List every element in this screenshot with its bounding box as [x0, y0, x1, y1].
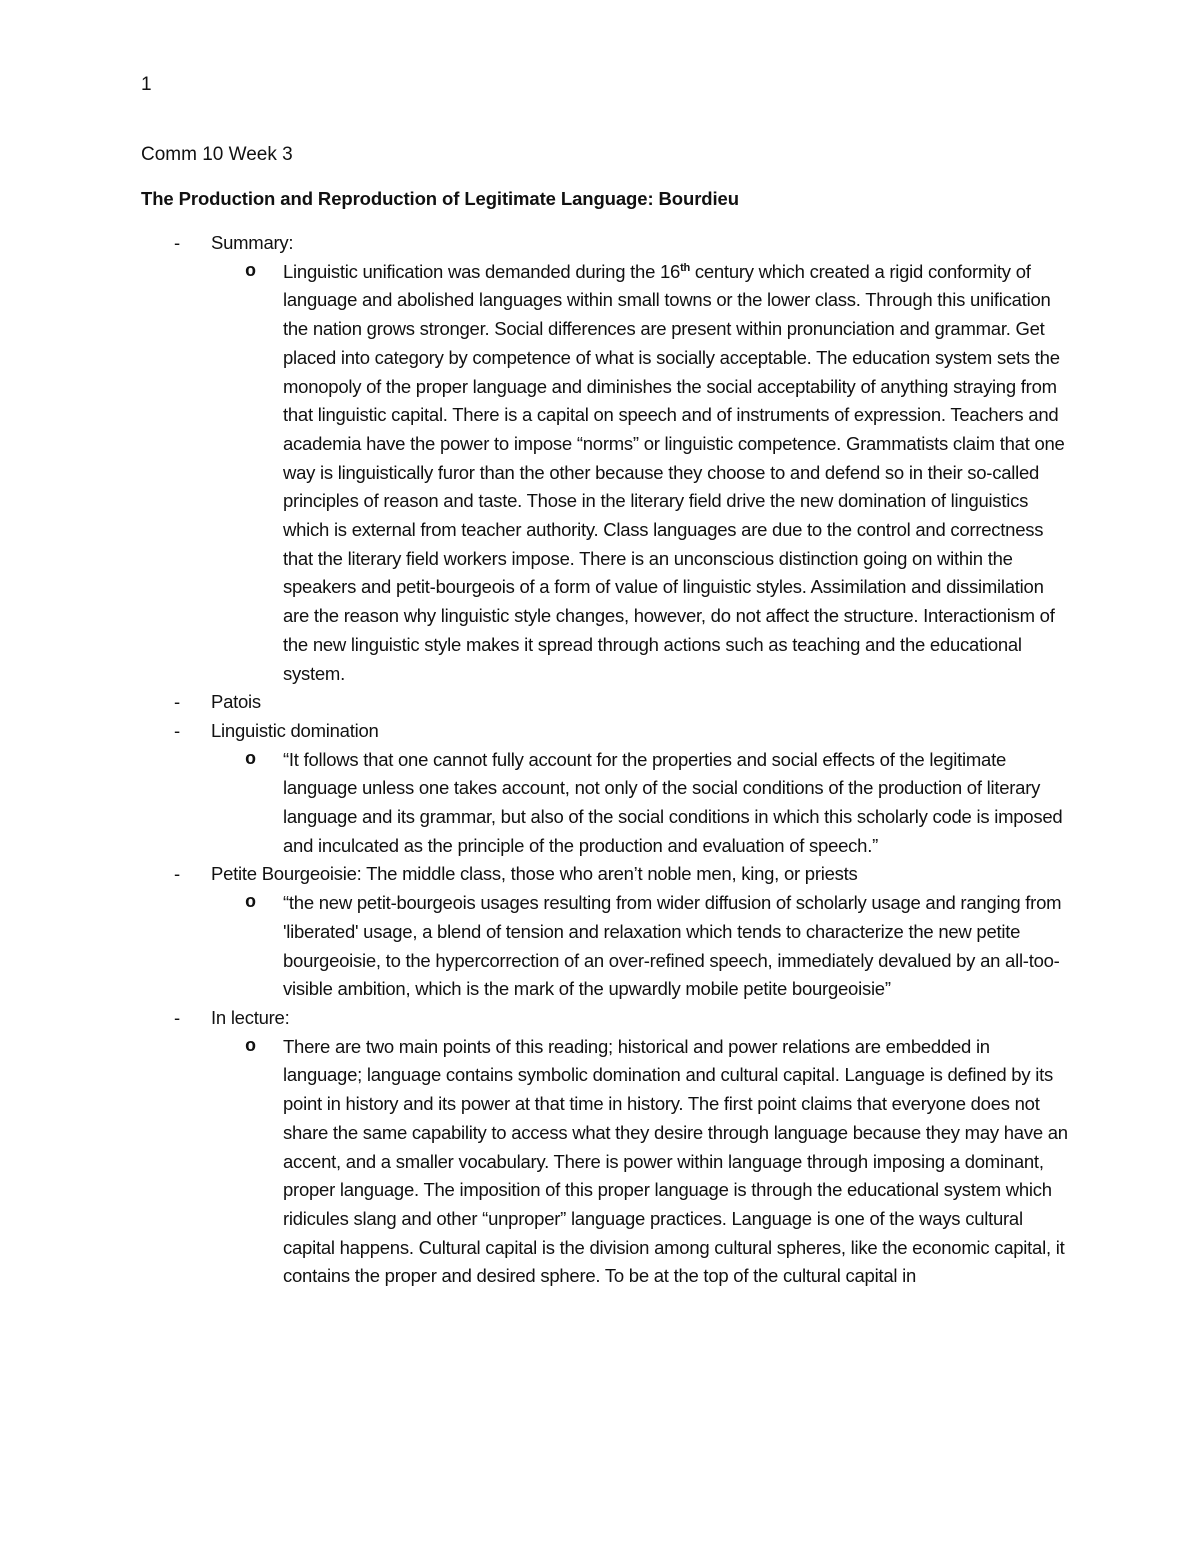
sub-item-lecture-notes [0, 1033, 1200, 1291]
list-item-label: Petite Bourgeoisie: The middle class, those who aren’t noble men, king, or priests [211, 863, 858, 885]
page-number: 1 [141, 74, 152, 95]
sub-item-text: “It follows that one cannot fully account for the properties and social effects of the legitimate language unless one takes account, not only of the social conditions of the production of literary language and its grammar, but also of the social conditions in which this scholarly code is imposed and inculcated as the principle of the production and evaluation of speech.” [283, 748, 1063, 856]
notes-list [0, 229, 1200, 1291]
list-item-label: Linguistic domination [211, 719, 379, 741]
dash-bullet: - [174, 691, 181, 713]
sub-item-summary-text [0, 258, 1200, 689]
dash-bullet: - [174, 1006, 181, 1028]
reading-title: The Production and Reproduction of Legitimate Language: Bourdieu [141, 188, 739, 209]
list-item-petite-bourgeoisie [0, 860, 1200, 889]
list-item-label: Summary: [211, 232, 294, 253]
sub-item-domination-quote [0, 746, 1200, 861]
sub-item-text: There are two main points of this reading; historical and power relations are embedded in language; language contains symbolic domination and cultural capital. Language is defined by its point in history and its power at that time in history. The first point claims that everyone does not share the same capability to access what they desire through language because they may have an accent, and a smaller vocabulary. There is power within language through imposing a dominant, proper language. The imposition of this proper language is through the educational system which ridicules slang and other “unproper” language practices. Language is one of the ways cultural capital happens. Cultural capital is the division among cultural spheres, like the economic capital, it contains the proper and desired sphere. To be at the top of the cultural capital in [283, 1035, 1068, 1287]
circle-bullet: o [245, 1035, 257, 1057]
list-item-label: In lecture: [211, 1006, 290, 1028]
circle-bullet: o [245, 748, 257, 770]
circle-bullet: o [245, 260, 257, 282]
list-item-in-lecture [0, 1004, 1200, 1033]
list-item-patois [0, 688, 1200, 717]
list-item-summary [0, 229, 1200, 258]
sub-item-text-part: century which created a rigid conformity of language and abolished languages within small towns or the lower class. Through this unification the nation grows stronger. Social differences are present within pronunciation and grammar. Get placed into category by competence of what is socially acceptable. The education system sets the monopoly of the proper language and diminishes the social acceptability of anything straying from that linguistic capital. There is a capital on speech and of instruments of expression. Teachers and academia have the power to impose “norms” or linguistic competence. Grammatists claim that one way is linguistically furor than the other because they choose to and defend so in their so-called principles of reason and taste. Those in the literary field drive the new domination of linguistics which is external from teacher authority. Class languages are due to the control and correctness that the literary field workers impose. There is an unconscious distinction going on within the speakers and petit-bourgeois of a form of value of linguistic styles. Assimilation and dissimilation are the reason why linguistic style changes, however, do not affect the structure. Interactionism of the new linguistic style makes it spread through actions such as teaching and the educational system. [283, 260, 1065, 684]
sub-item-text [283, 258, 1073, 689]
sub-item-text-part: Linguistic unification was demanded during the 16 [283, 260, 681, 282]
sub-item-bourgeoisie-quote [0, 889, 1200, 1004]
circle-bullet: o [245, 892, 257, 914]
dash-bullet: - [174, 232, 181, 253]
list-item-linguistic-domination [0, 717, 1200, 746]
ordinal-superscript: th [680, 261, 690, 274]
list-item-label: Patois [211, 691, 261, 713]
dash-bullet: - [174, 719, 181, 741]
sub-item-text: “the new petit-bourgeois usages resulting from wider diffusion of scholarly usage and ranging from 'liberated' usage, a blend of tension and relaxation which tends to characterize the new petite bourgeoisie, to the hypercorrection of an over-refined speech, immediately devalued by an all-too-visible ambition, which is the mark of the upwardly mobile petite bourgeoisie” [283, 892, 1062, 1000]
course-title: Comm 10 Week 3 [141, 144, 293, 165]
dash-bullet: - [174, 863, 181, 885]
